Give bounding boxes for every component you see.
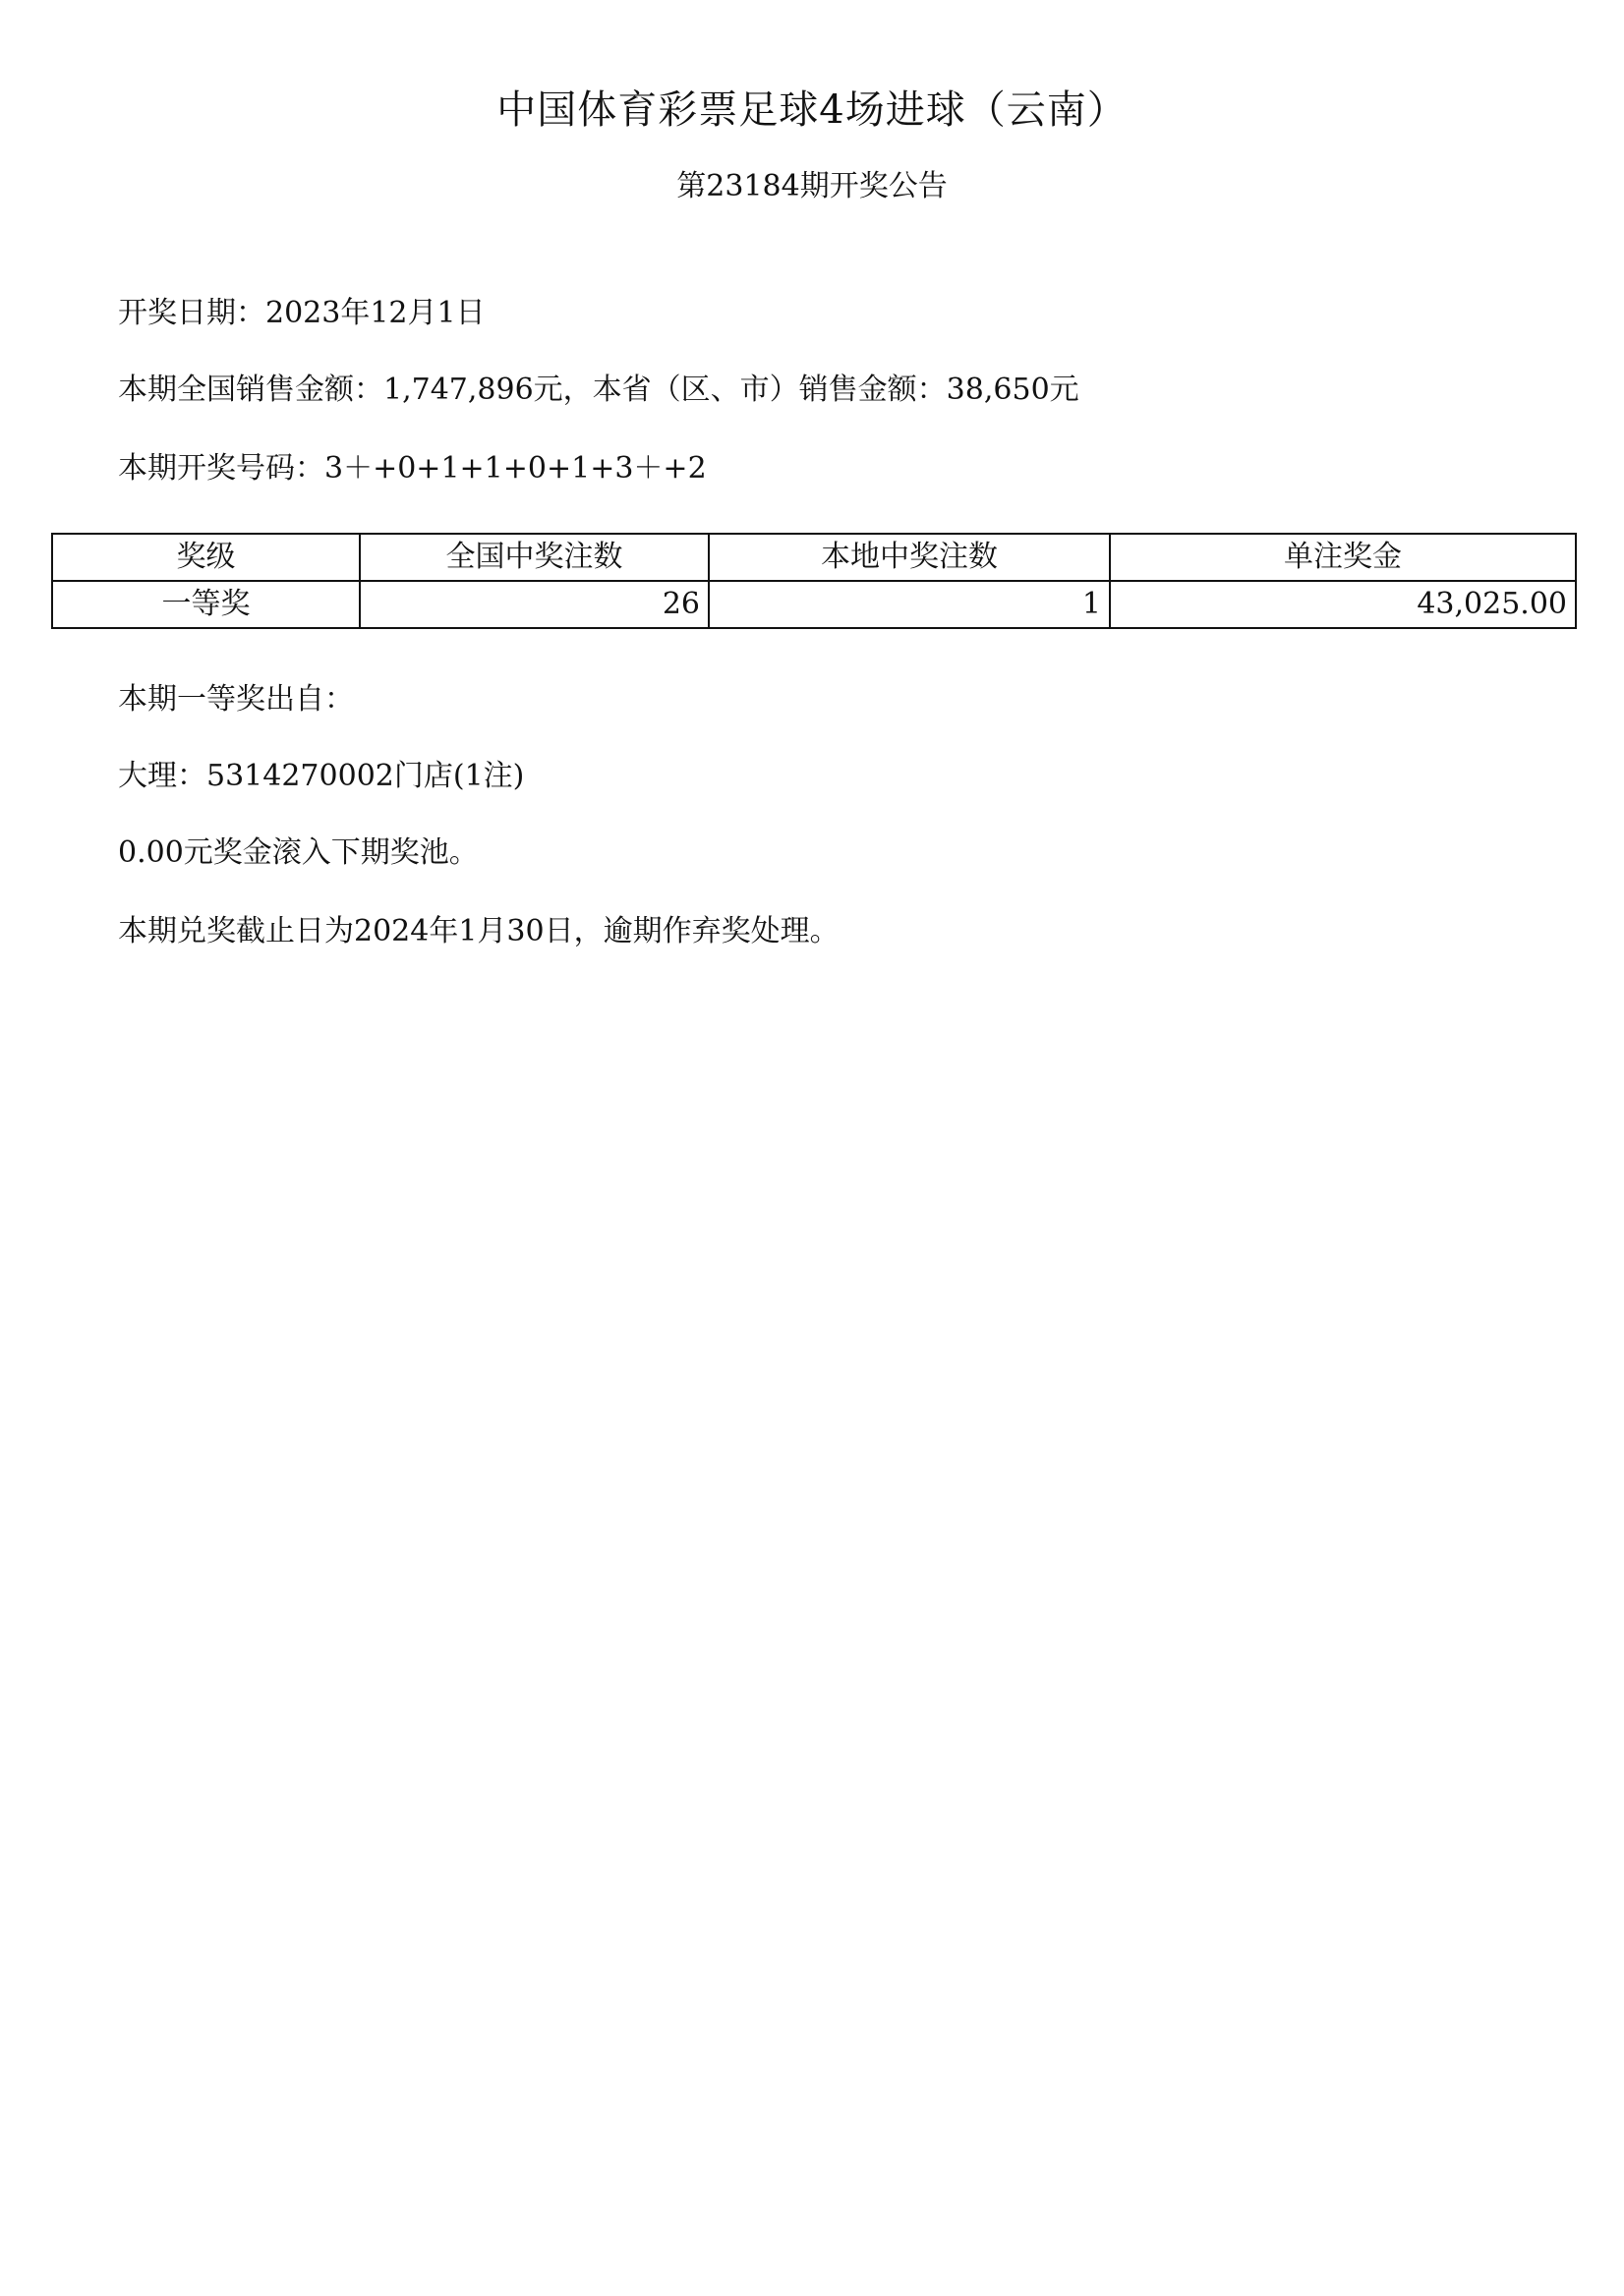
- first-prize-source-title: 本期一等奖出自：: [118, 682, 354, 717]
- table-row: [52, 581, 1576, 628]
- draw-date: 开奖日期：2023年12月1日: [118, 296, 486, 330]
- claim-deadline: 本期兑奖截止日为2024年1月30日，逾期作弃奖处理。: [118, 914, 840, 948]
- cell-prize-per-bet: 43,025.00: [1110, 581, 1576, 628]
- sales-amount: 本期全国销售金额：1,747,896元，本省（区、市）销售金额：38,650元: [118, 373, 1079, 407]
- page-subtitle: 第23184期开奖公告: [676, 169, 948, 203]
- cell-prize-level: 一等奖: [52, 581, 360, 628]
- column-header-local-winners: 本地中奖注数: [709, 534, 1110, 581]
- cell-national-winners: 26: [360, 581, 709, 628]
- winning-numbers: 本期开奖号码：3＋+0+1+1+0+1+3＋+2: [118, 451, 707, 486]
- prize-table: [51, 533, 1577, 629]
- page-title: 中国体育彩票足球4场进球（云南）: [496, 87, 1128, 133]
- column-header-prize-per-bet: 单注奖金: [1110, 534, 1576, 581]
- first-prize-source-detail: 大理：5314270002门店(1注): [118, 759, 525, 793]
- column-header-national-winners: 全国中奖注数: [360, 534, 709, 581]
- table-header-row: [52, 534, 1576, 581]
- column-header-prize-level: 奖级: [52, 534, 360, 581]
- cell-local-winners: 1: [709, 581, 1110, 628]
- rollover-note: 0.00元奖金滚入下期奖池。: [118, 835, 479, 870]
